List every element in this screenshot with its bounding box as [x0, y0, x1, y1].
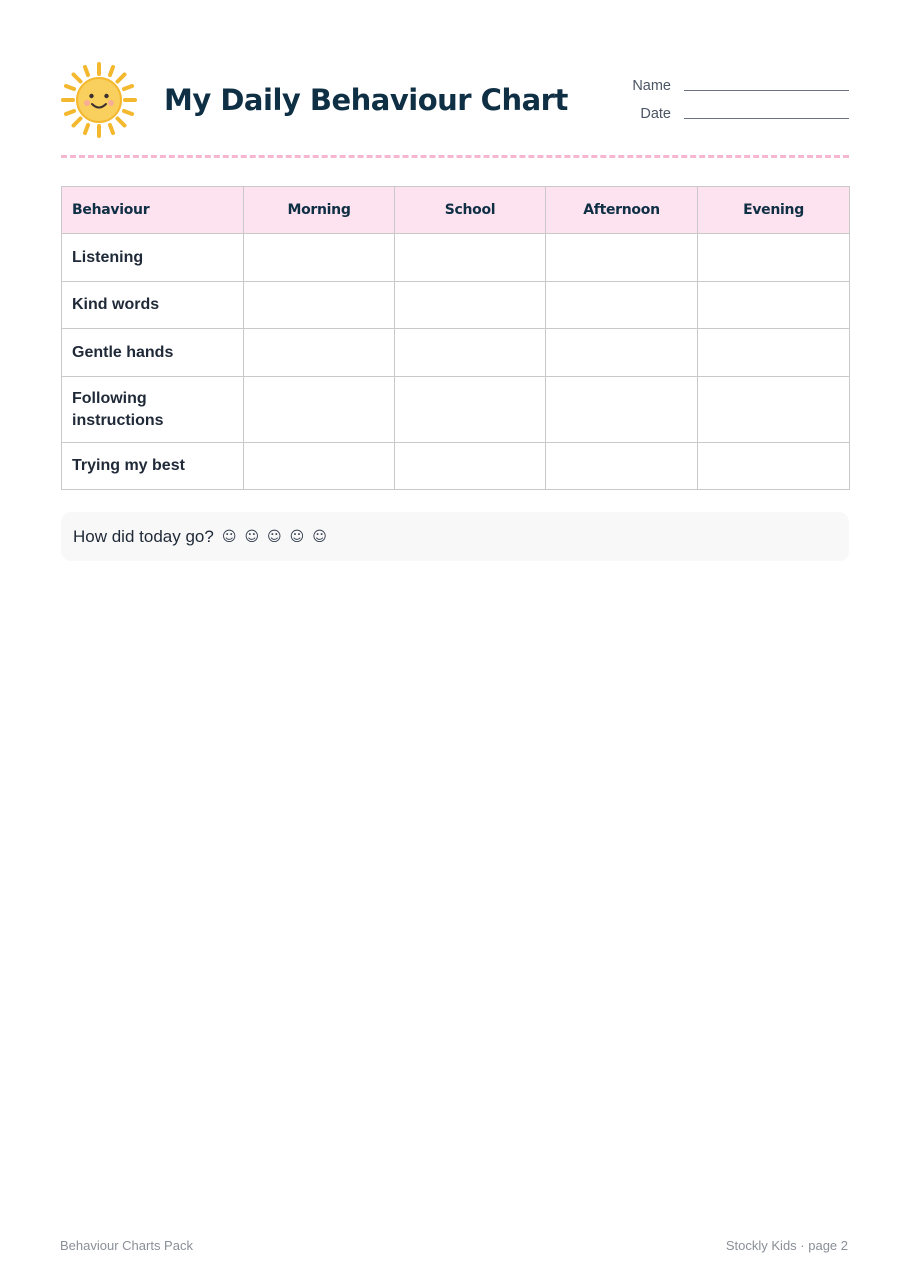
tick-cell-school[interactable] [395, 282, 546, 329]
table-row [62, 329, 850, 377]
tick-cell-morning[interactable] [244, 234, 395, 282]
name-write-line[interactable] [684, 76, 849, 91]
name-label: Name [632, 78, 671, 94]
behaviour-label: Trying my best [62, 443, 244, 490]
behaviour-label: Following instructions [62, 377, 244, 443]
tick-cell-afternoon[interactable] [546, 377, 698, 443]
tick-cell-evening[interactable] [698, 443, 850, 490]
tick-cell-afternoon[interactable] [546, 443, 698, 490]
footer-pack-name: Behaviour Charts Pack [60, 1238, 193, 1253]
table-row [62, 282, 850, 329]
behaviour-label: Listening [62, 234, 244, 282]
tick-cell-school[interactable] [395, 377, 546, 443]
behaviour-table [61, 186, 850, 490]
tick-cell-evening[interactable] [698, 234, 850, 282]
smiley-face-icon[interactable]: ☺ [289, 528, 305, 545]
smiley-face-icon[interactable]: ☺ [244, 528, 260, 545]
day-rating-box [61, 512, 849, 561]
smiley-face-icon[interactable]: ☺ [267, 528, 282, 545]
table-row [62, 234, 850, 282]
name-field [621, 76, 849, 94]
tick-cell-afternoon[interactable] [546, 329, 698, 377]
date-field [621, 104, 849, 122]
tick-cell-evening[interactable] [698, 282, 850, 329]
table-row [62, 443, 850, 490]
behaviour-label: Kind words [62, 282, 244, 329]
rating-prompt: How did today go? [73, 526, 214, 546]
tick-cell-school[interactable] [395, 443, 546, 490]
table-header-row [62, 187, 850, 234]
tick-cell-afternoon[interactable] [546, 234, 698, 282]
date-label: Date [640, 106, 671, 122]
date-write-line[interactable] [684, 104, 849, 119]
column-header-evening: Evening [698, 187, 850, 234]
footer-page-info: Stockly Kids · page 2 [725, 1238, 848, 1253]
behaviour-label: Gentle hands [62, 329, 244, 377]
dashed-divider [61, 155, 849, 158]
smiley-face-icon[interactable]: ☺ [221, 528, 237, 545]
tick-cell-morning[interactable] [244, 282, 395, 329]
column-header-afternoon: Afternoon [546, 187, 698, 234]
tick-cell-morning[interactable] [244, 443, 395, 490]
column-header-school: School [395, 187, 546, 234]
column-header-behaviour: Behaviour [62, 187, 244, 234]
page-title: My Daily Behaviour Chart [164, 83, 568, 117]
tick-cell-school[interactable] [395, 234, 546, 282]
smiley-face-icon[interactable]: ☺ [312, 528, 327, 545]
tick-cell-morning[interactable] [244, 329, 395, 377]
column-header-morning: Morning [244, 187, 395, 234]
tick-cell-evening[interactable] [698, 377, 850, 443]
tick-cell-evening[interactable] [698, 329, 850, 377]
smiling-sun-icon [60, 61, 138, 139]
tick-cell-school[interactable] [395, 329, 546, 377]
tick-cell-morning[interactable] [244, 377, 395, 443]
tick-cell-afternoon[interactable] [546, 282, 698, 329]
table-row [62, 377, 850, 443]
